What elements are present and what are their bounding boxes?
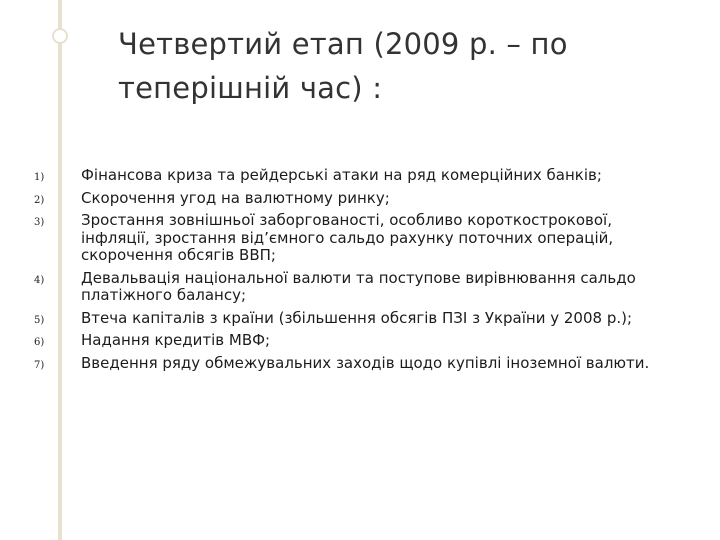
list-item [0,167,720,185]
list-item-number: 7) [34,359,45,371]
list-item-text: Надання кредитів МВФ; [81,331,271,349]
accent-dot [52,28,68,44]
list-item-text: Фінансова криза та рейдерські атаки на ряд комерційних банків; [81,166,602,184]
list-item-text: Втеча капіталів з країни (збільшення обсягів ПЗІ з України у 2008 р.); [81,308,633,327]
list-item-text: Девальвація національної валюти та поступове вирівнювання сальдо платіжного балансу; [81,268,636,304]
list-item [0,212,720,265]
numbered-list [0,167,720,377]
list-item [0,355,720,373]
list-item-number: 6) [34,337,45,348]
list-item [0,190,720,208]
list-item-number: 3) [34,217,45,228]
list-item-number: 4) [34,274,45,286]
list-item-number: 1) [34,172,45,183]
list-item-text: Скорочення угод на валютному ринку; [81,188,390,207]
list-item-text: Зростання зовнішньої заборгованості, особливо короткострокової, інфляції, зростання від’ємного сальдо рахунку поточних операцій, скорочення обсягів ВВП; [81,211,614,264]
slide-title: Четвертий етап (2009 р. – по теперішній час) : [118,27,568,105]
list-item-number: 2) [34,194,45,206]
list-item [0,310,720,328]
list-item-text: Введення ряду обмежувальних заходів щодо купівлі іноземної валюти. [81,353,650,372]
list-item [0,270,720,305]
list-item [0,332,720,350]
list-item-number: 5) [34,314,45,326]
